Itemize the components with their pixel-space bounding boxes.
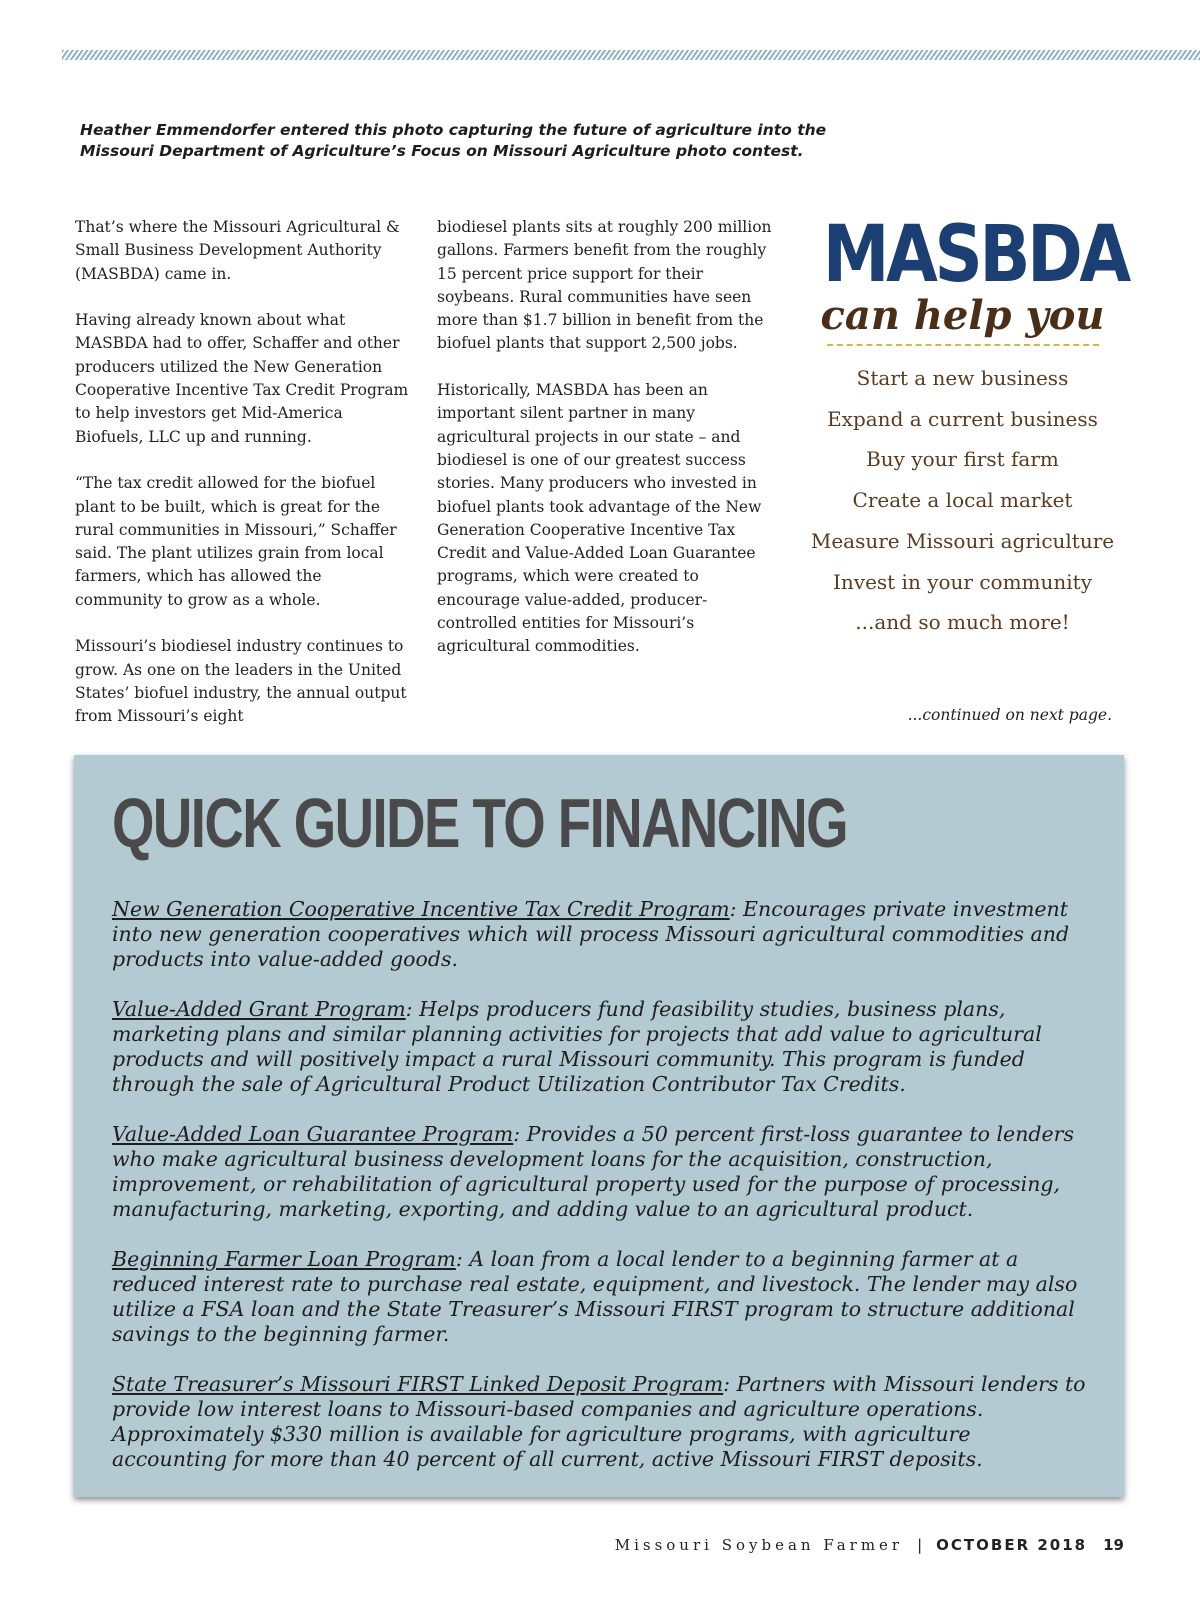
- header-hatched-rule: [62, 50, 1200, 60]
- article-paragraph: Missouri’s biodiesel industry continues to grow. As one on the leaders in the United States’ biofuel industry, the annual output from Missouri’s eight: [75, 637, 407, 726]
- masbda-tagline: can help you: [820, 292, 1105, 339]
- continued-note: ...continued on next page.: [907, 706, 1112, 724]
- tagline-dashed-rule: [827, 344, 1099, 346]
- guide-item: [112, 1372, 1087, 1472]
- program-name: Value-Added Grant Program: [112, 997, 406, 1021]
- program-description: : Encourages private investment into new generation cooperatives which will process Missouri agricultural commodities and products into value-added goods.: [112, 897, 1070, 971]
- program-description: : Partners with Missouri lenders to provide low interest loans to Missouri-based companies and agriculture operations. Approximately $330 million is available for agriculture programs, with agriculture accounting for more than 40 percent of all current, active Missouri FIRST deposits.: [112, 1372, 1086, 1471]
- page-footer: [615, 1536, 1124, 1554]
- photo-caption: Heather Emmendorfer entered this photo capturing the future of agriculture into the Missouri Department of Agriculture’s Focus on Missouri Agriculture photo contest.: [80, 121, 827, 160]
- guide-title: QUICK GUIDE TO FINANCING: [112, 784, 848, 862]
- service-item: Buy your first farm: [866, 447, 1059, 472]
- guide-body: [112, 897, 1087, 1497]
- article-paragraph: That’s where the Missouri Agricultural & Small Business Development Authority (MASBDA) came in.: [75, 218, 400, 283]
- footer-separator: |: [917, 1536, 923, 1554]
- magazine-name: Missouri Soybean Farmer: [614, 1536, 904, 1554]
- guide-item: [112, 997, 1087, 1097]
- quick-guide-box: [74, 755, 1124, 1497]
- article-paragraph: “The tax credit allowed for the biofuel plant to be built, which is great for the rural communities in Missouri,” Schaffer said. The plant utilizes grain from local farmers, which has allowed the community to grow as a whole.: [75, 474, 397, 609]
- service-item: Start a new business: [856, 366, 1069, 390]
- program-description: : A loan from a local lender to a beginning farmer at a reduced interest rate to purchase real estate, equipment, and livestock. The lender may also utilize a FSA loan and the State Treasurer’s Missouri FIRST program to structure additional savings to the beginning farmer.: [112, 1247, 1078, 1346]
- guide-item: [112, 897, 1087, 972]
- service-item: Measure Missouri agriculture: [810, 528, 1115, 553]
- service-item: ...and so much more!: [855, 610, 1070, 635]
- program-name: Beginning Farmer Loan Program: [112, 1247, 456, 1271]
- program-description: : Helps producers fund feasibility studies, business plans, marketing plans and similar planning activities for projects that add value to agricultural products and will positively impact a rural Missouri community. This program is funded through the sale of Agricultural Product Utilization Contributor Tax Credits.: [112, 997, 1042, 1096]
- program-description: : Provides a 50 percent first-loss guarantee to lenders who make agricultural business development loans for the acquisition, construction, improvement, or rehabilitation of agricultural property used for the purpose of processing, manufacturing, marketing, exporting, and adding value to an agricultural product.: [112, 1122, 1074, 1221]
- guide-item: [112, 1247, 1087, 1347]
- program-name: State Treasurer’s Missouri FIRST Linked Deposit Program: [112, 1372, 724, 1396]
- program-name: Value-Added Loan Guarantee Program: [112, 1122, 514, 1146]
- guide-item: [112, 1122, 1087, 1222]
- page-number: 19: [1103, 1536, 1124, 1554]
- masbda-advertisement: [800, 210, 1128, 643]
- article-column-2: [437, 216, 772, 682]
- masbda-logo: MASBDA: [822, 210, 1128, 300]
- program-name: New Generation Cooperative Incentive Tax Credit Program: [112, 897, 730, 921]
- service-item: Invest in your community: [832, 569, 1092, 594]
- service-item: Create a local market: [852, 488, 1073, 513]
- article-paragraph: Historically, MASBDA has been an important silent partner in many agricultural projects in our state – and biodiesel is one of our greatest success stories. Many producers who invested in biofuel plants took advantage of the New Generation Cooperative Incentive Tax Credit and Value-Added Loan Guarantee programs, which were created to encourage value-added, producer-controlled entities for Missouri’s agricultural commodities.: [437, 381, 762, 656]
- article-paragraph: Having already known about what MASBDA had to offer, Schaffer and other producers utilized the New Generation Cooperative Incentive Tax Credit Program to help investors get Mid-America Biofuels, LLC up and running.: [75, 311, 409, 446]
- article-column-1: [75, 216, 410, 752]
- masbda-services-list: [800, 358, 1125, 643]
- issue-date: OCTOBER 2018: [936, 1536, 1088, 1554]
- service-item: Expand a current business: [827, 406, 1098, 431]
- article-paragraph: biodiesel plants sits at roughly 200 million gallons. Farmers benefit from the roughly 15 percent price support for their soybeans. Rural communities have seen more than $1.7 billion in benefit from the biofuel plants that support 2,500 jobs.: [437, 218, 772, 353]
